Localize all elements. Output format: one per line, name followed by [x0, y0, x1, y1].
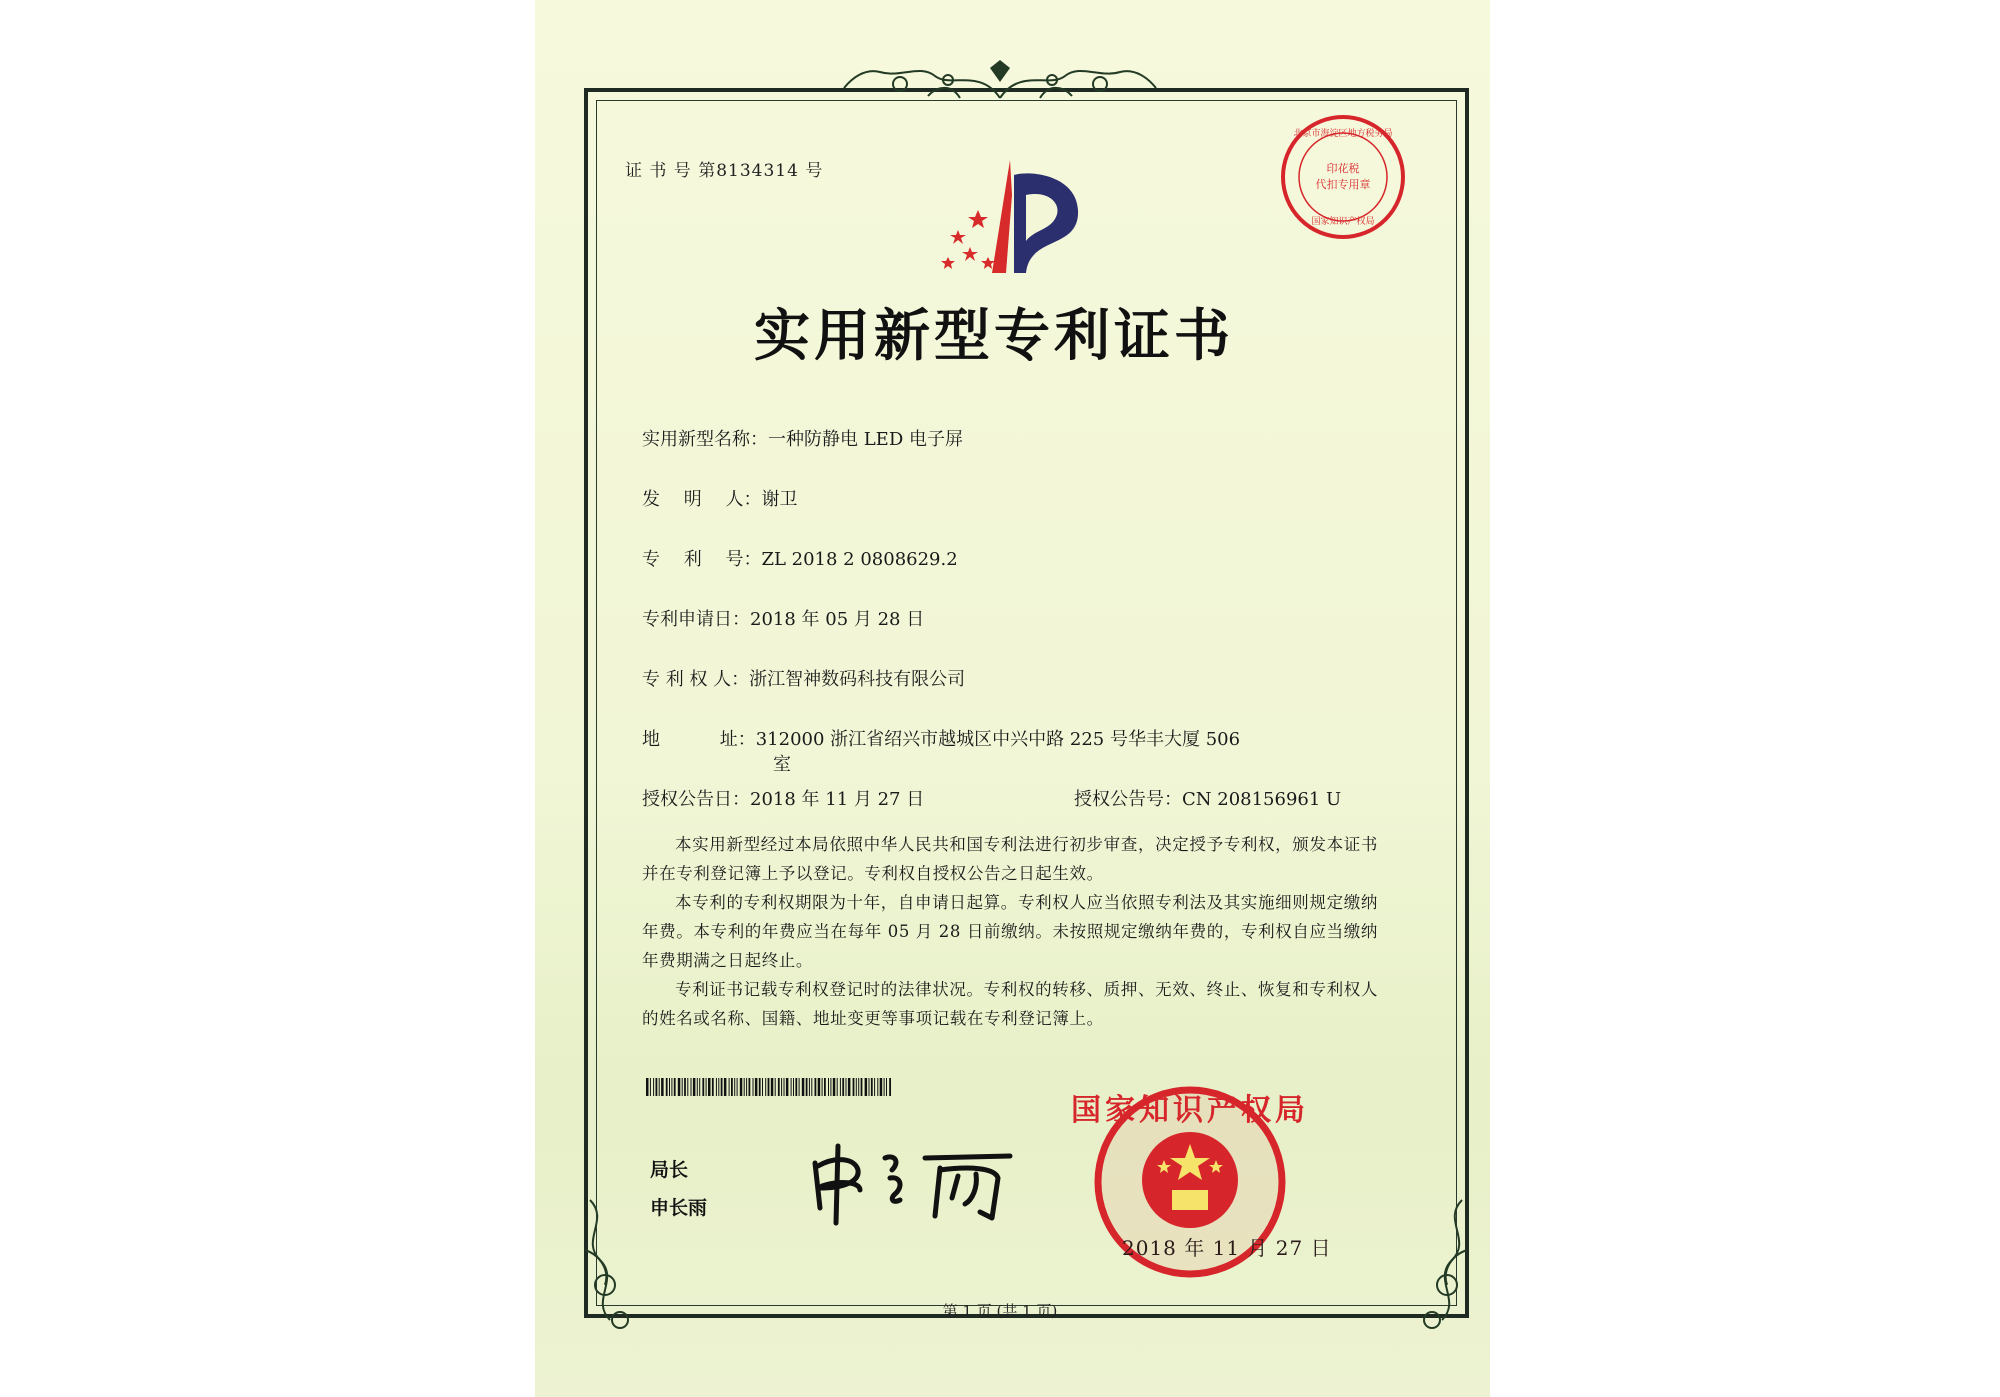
certificate-title-text: 实用新型专利证书	[754, 304, 1234, 369]
barcode-bar	[840, 1078, 841, 1096]
barcode-bar	[749, 1078, 751, 1096]
director-name: 申长雨	[650, 1197, 708, 1219]
barcode-bar	[687, 1078, 688, 1096]
director-signature-icon	[800, 1138, 1020, 1228]
barcode-bar	[861, 1078, 863, 1096]
field-value: 2018 年 11 月 27 日	[750, 789, 925, 810]
field-label: 地 址：	[642, 729, 756, 750]
barcode-bar	[702, 1078, 704, 1096]
barcode-bar	[765, 1078, 766, 1096]
barcode-bar	[744, 1078, 745, 1096]
barcode-bar	[815, 1078, 817, 1096]
barcode-bar	[724, 1078, 727, 1096]
director-title: 局长	[650, 1159, 689, 1181]
field-value: 312000 浙江省绍兴市越城区中兴中路 225 号华丰大厦 506	[755, 729, 1241, 750]
barcode-bar	[856, 1078, 857, 1096]
barcode-bar	[693, 1078, 696, 1096]
barcode-bar	[674, 1078, 676, 1096]
barcode-bar	[806, 1078, 808, 1096]
barcode-bar	[659, 1078, 660, 1096]
barcode-bar	[731, 1078, 733, 1096]
tax-seal-text-outer: 北京市海淀区地方税务局	[1293, 129, 1393, 139]
barcode-bar	[869, 1078, 870, 1096]
field-utility-model-name	[642, 425, 963, 451]
field-inventor	[642, 485, 797, 511]
barcode-bar	[729, 1078, 730, 1096]
barcode-bar	[880, 1078, 883, 1096]
field-filing-date	[642, 605, 924, 631]
field-label: 专 利 权 人：	[642, 669, 750, 690]
seal-date: 2018 年 11 月 27 日	[1122, 1236, 1332, 1260]
barcode-bar	[684, 1078, 686, 1096]
barcode-bar	[699, 1078, 700, 1096]
certificate-serial-number: 证 书 号 第8134314 号	[625, 161, 824, 181]
barcode-bar	[682, 1078, 683, 1096]
tax-stamp-seal-icon	[1278, 112, 1408, 242]
field-label: 授权公告号：	[1074, 789, 1182, 810]
barcode-bar	[734, 1078, 735, 1096]
barcode-bar	[678, 1078, 681, 1096]
barcode-bar	[842, 1078, 844, 1096]
field-label: 专 利 号：	[642, 549, 762, 570]
barcode-bar	[708, 1078, 711, 1096]
certificate-title	[0, 292, 2000, 372]
barcode-bar	[781, 1078, 782, 1096]
top-ornament-icon	[840, 58, 1160, 110]
barcode-bar	[795, 1078, 797, 1096]
barcode-bar	[889, 1078, 891, 1096]
barcode-bar	[871, 1078, 873, 1096]
field-patent-number	[642, 545, 958, 571]
certificate-inner-border	[596, 100, 1457, 1306]
barcode-bar	[830, 1078, 831, 1096]
field-address-line-2: 室	[773, 754, 791, 775]
barcode-bar	[753, 1078, 754, 1096]
barcode-bar	[721, 1078, 723, 1096]
barcode-bar	[784, 1078, 785, 1096]
office-seal-text: 国家知识产权局	[1071, 1093, 1309, 1128]
field-label: 授权公告日：	[642, 789, 750, 810]
field-value: 浙江智神数码科技有限公司	[749, 669, 966, 690]
field-label: 专利申请日：	[642, 609, 750, 630]
barcode-bar	[771, 1078, 774, 1096]
barcode-bar	[666, 1078, 668, 1096]
barcode-bar	[718, 1078, 719, 1096]
field-value: 2018 年 05 月 28 日	[750, 609, 925, 630]
barcode-bar	[656, 1078, 658, 1096]
barcode-bar	[818, 1078, 821, 1096]
barcode-bar	[746, 1078, 747, 1096]
barcode-bar	[786, 1078, 789, 1096]
barcode-bar	[837, 1078, 838, 1096]
patent-office-logo-icon	[930, 155, 1090, 280]
barcode-bar	[712, 1078, 714, 1096]
statement-paragraph-3: 专利证书记载专利权登记时的法律状况。专利权的转移、质押、无效、终止、恢复和专利权人的姓名或名称、国籍、地址变更等事项记载在专利登记簿上。	[642, 980, 1378, 1028]
barcode-bar	[755, 1078, 758, 1096]
field-value: 谢卫	[761, 489, 798, 510]
barcode-bar	[791, 1078, 792, 1096]
barcode-bar	[661, 1078, 664, 1096]
field-value: 一种防静电 LED 电子屏	[768, 429, 963, 450]
barcode-bar	[858, 1078, 859, 1096]
barcode-bar	[716, 1078, 717, 1096]
tax-seal-text-2: 代扣专用章	[1315, 178, 1371, 191]
field-value: CN 208156961 U	[1182, 789, 1342, 810]
barcode-bar	[653, 1078, 654, 1096]
barcode-bar	[768, 1078, 770, 1096]
barcode-bar	[740, 1078, 743, 1096]
field-patentee	[642, 665, 965, 691]
barcode-bar	[886, 1078, 887, 1096]
barcode-bar	[706, 1078, 707, 1096]
barcode-bar	[884, 1078, 885, 1096]
barcode-bar	[877, 1078, 878, 1096]
barcode-bar	[762, 1078, 763, 1096]
barcode-bar	[778, 1078, 780, 1096]
tax-seal-text-1: 印花税	[1326, 162, 1360, 175]
barcode-bar	[822, 1078, 823, 1096]
barcode-bar	[833, 1078, 836, 1096]
barcode-bar	[811, 1078, 812, 1096]
barcode-bar	[809, 1078, 810, 1096]
barcode-bar	[669, 1078, 670, 1096]
statement-paragraph-1: 本实用新型经过本局依照中华人民共和国专利法进行初步审查，决定授予专利权，颁发本证书并在专利登记簿上予以登记。专利权自授权公告之日起生效。	[642, 835, 1378, 883]
field-grant-number	[1074, 785, 1341, 811]
barcode-bar	[697, 1078, 698, 1096]
barcode-bar	[671, 1078, 672, 1096]
barcode-bar	[828, 1078, 829, 1096]
barcode-bar	[846, 1078, 847, 1096]
barcode-bar	[650, 1078, 651, 1096]
barcode-bar	[646, 1078, 649, 1096]
barcode-bar	[759, 1078, 761, 1096]
barcode-bar	[802, 1078, 805, 1096]
barcode-bar	[853, 1078, 855, 1096]
barcode-bar	[737, 1078, 738, 1096]
page-number: 第 1 页 (共 1 页)	[942, 1302, 1058, 1320]
barcode-bar	[865, 1078, 868, 1096]
statement-paragraph-2: 本专利的专利权期限为十年，自申请日起算。专利权人应当依照专利法及其实施细则规定缴纳年费。本专利的年费应当在每年 05 月 28 日前缴纳。未按照规定缴纳年费的，专利权自应当缴纳年费期满之日起终止。	[642, 893, 1378, 970]
field-label: 实用新型名称：	[642, 429, 768, 450]
field-grant-date	[642, 785, 924, 811]
field-address	[642, 725, 1240, 751]
barcode-bar	[799, 1078, 800, 1096]
barcode-bar	[874, 1078, 875, 1096]
tax-seal-text-bottom: 国家知识产权局	[1311, 217, 1375, 227]
field-value: ZL 2018 2 0808629.2	[761, 549, 958, 570]
barcode-bar	[793, 1078, 794, 1096]
barcode-bar	[691, 1078, 692, 1096]
barcode-bar	[848, 1078, 851, 1096]
barcode-bar	[824, 1078, 826, 1096]
barcode-icon	[646, 1078, 892, 1096]
field-label: 发 明 人：	[642, 489, 762, 510]
barcode-bar	[775, 1078, 776, 1096]
